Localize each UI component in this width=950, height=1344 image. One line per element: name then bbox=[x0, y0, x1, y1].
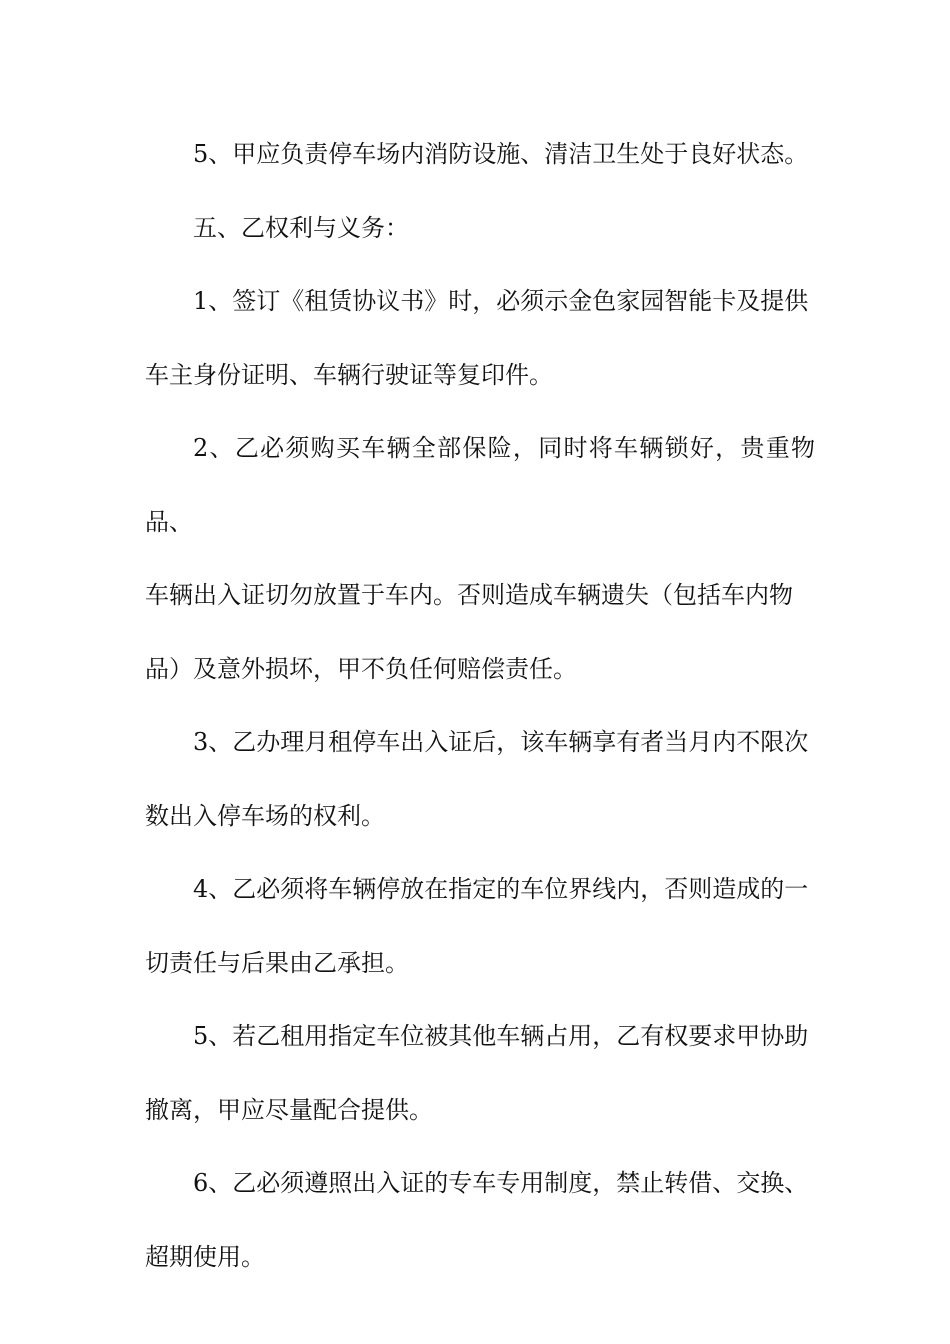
paragraph-line: 1、签订《租赁协议书》时，必须示金色家园智能卡及提供 bbox=[193, 287, 809, 315]
paragraph-line: 4、乙必须将车辆停放在指定的车位界线内，否则造成的一 bbox=[193, 875, 809, 903]
document-body bbox=[145, 118, 815, 1294]
paragraph-line: 5、甲应负责停车场内消防设施、清洁卫生处于良好状态。 bbox=[193, 140, 809, 168]
paragraph-clause-b5 bbox=[145, 1000, 815, 1147]
paragraph-clause-b6 bbox=[145, 1147, 815, 1294]
paragraph-line: 2、乙必须购买车辆全部保险，同时将车辆锁好，贵重物品、 bbox=[145, 434, 815, 536]
paragraph-clause-a5 bbox=[145, 118, 815, 192]
paragraph-line: 6、乙必须遵照出入证的专车专用制度，禁止转借、交换、 bbox=[193, 1169, 809, 1197]
paragraph-line: 车主身份证明、车辆行驶证等复印件。 bbox=[145, 360, 553, 389]
paragraph-clause-b1 bbox=[145, 265, 815, 412]
paragraph-line: 五、乙权利与义务： bbox=[193, 213, 409, 242]
paragraph-line: 车辆出入证切勿放置于车内。否则造成车辆遗失（包括车内物 bbox=[145, 581, 793, 609]
section-heading-5 bbox=[145, 192, 815, 266]
paragraph-line: 品）及意外损坏，甲不负任何赔偿责任。 bbox=[145, 654, 577, 683]
paragraph-clause-b3 bbox=[145, 706, 815, 853]
paragraph-line: 撤离，甲应尽量配合提供。 bbox=[145, 1095, 433, 1124]
paragraph-line: 数出入停车场的权利。 bbox=[145, 801, 385, 830]
paragraph-clause-b4 bbox=[145, 853, 815, 1000]
paragraph-line: 超期使用。 bbox=[145, 1242, 265, 1271]
paragraph-line: 切责任与后果由乙承担。 bbox=[145, 948, 409, 977]
paragraph-line: 5、若乙租用指定车位被其他车辆占用，乙有权要求甲协助 bbox=[193, 1022, 809, 1050]
paragraph-line: 3、乙办理月租停车出入证后，该车辆享有者当月内不限次 bbox=[193, 728, 809, 756]
paragraph-clause-b2 bbox=[145, 412, 815, 706]
